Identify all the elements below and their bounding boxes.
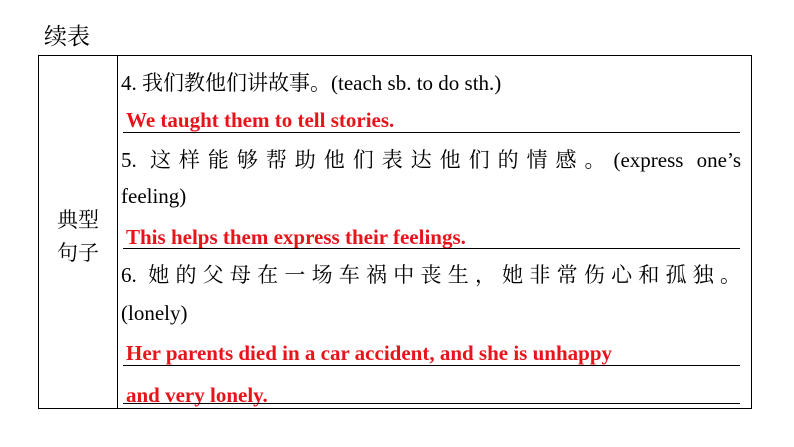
category-label-line-1: 典型 [57, 208, 99, 232]
answer-line-6a [123, 365, 740, 366]
prompt-4-line-1: 4. 我们教他们讲故事。(teach sb. to do sth.) [121, 71, 502, 95]
answer-6-line-1: Her parents died in a car accident, and she is unhappy [126, 341, 613, 365]
prompt-5-line-2: feeling) [121, 184, 187, 208]
prompt-5-line-1: 5. 这样能够帮助他们表达他们的情感。(express one’s [121, 148, 741, 172]
answer-5-line-1: This helps them express their feelings. [126, 225, 466, 249]
answer-line-5 [123, 248, 740, 249]
prompt-6-line-2: (lonely) [121, 301, 188, 325]
column-divider [117, 56, 118, 408]
answer-line-6b [123, 403, 740, 404]
answer-line-4 [123, 132, 740, 133]
continued-table-label: 续表 [44, 24, 90, 50]
prompt-6-line-1: 6. 她的父母在一场车祸中丧生，她非常伤心和孤独。 [121, 263, 741, 287]
answer-4-line-1: We taught them to tell stories. [126, 108, 395, 132]
category-cell [39, 204, 117, 270]
sentence-table [38, 55, 752, 409]
answer-6-line-2: and very lonely. [126, 383, 268, 407]
category-label-line-2: 句子 [57, 241, 99, 265]
